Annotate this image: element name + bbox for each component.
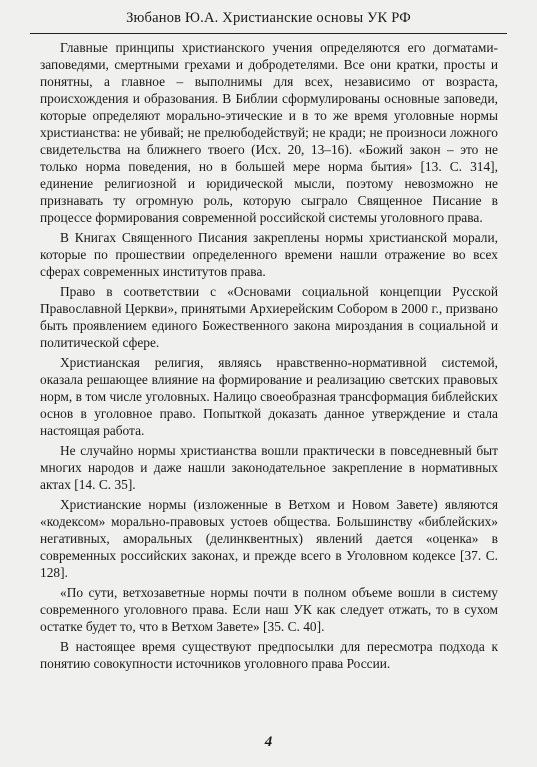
paragraph: В настоящее время существуют предпосылки для пересмотра подхода к понятию совокупности источников уголовного права России. (40, 639, 498, 671)
paragraph: В Книгах Священного Писания закреплены нормы христианской морали, которые по прошествии определенного времени нашли отражение во всех сферах современных институтов права. (40, 230, 498, 279)
page-number: 4 (264, 734, 273, 750)
paragraph: Право в соответствии с «Основами социальной концепции Русской Православной Церкви», принятыми Архиерейским Собором в 2000 г., призвано быть проявлением единого Божественного закона мироздания в социальной и политической сфере. (40, 284, 498, 350)
paragraph: Главные принципы христианского учения определяются его догматами-заповедями, смертными грехами и добродетелями. Все они кратки, просты и понятны, а главное – выполнимы для всех, независимо от возраста, происхождения и образования. В Библии сформулированы основные заповеди, которые определяют морально-этические и в то же время уголовные нормы христианства: не убивай; не прелюбодействуй; не кради; не произноси ложного свидетельства на ближнего твоего (Исх. 20, 13–16). «Божий закон – это не только норма поведения, но в большей мере норма бытия» [13. С. 314], единение религиозной и юридической мысли, поэтому невозможно не признавать ту огромную роль, которую сыграло Священное Писание в процессе формирования современной российской системы уголовного права. (40, 40, 498, 225)
header-rule (30, 33, 507, 34)
page-body (40, 39, 498, 672)
paragraph: Христианские нормы (изложенные в Ветхом и Новом Завете) являются «кодексом» морально-правовых устоев общества. Большинству «библейских» негативных, аморальных (делинквентных) явлений дается «оценка» в современных российских законах, и прежде всего в Уголовном кодексе [37. С. 128]. (40, 497, 498, 580)
paragraph: Не случайно нормы христианства вошли практически в повседневный быт многих народов и даже нашли законодательное закрепление в нормативных актах [14. С. 35]. (40, 443, 498, 492)
paragraph: «По сути, ветхозаветные нормы почти в полном объеме вошли в систему современного уголовного права. Если наш УК как следует отжать, то в сухом остатке будет то, что в Ветхом Завете» [35. С. 40]. (40, 585, 498, 634)
running-header: Зюбанов Ю.А. Христианские основы УК РФ (126, 10, 411, 26)
paragraph: Христианская религия, являясь нравственно-нормативной системой, оказала решающее влияние на формирование и реализацию светских правовых норм, в том числе уголовных. Налицо своеобразная трансформация библейских основ в уголовное право. Попыткой доказать данное утверждение и стала настоящая работа. (40, 355, 498, 438)
